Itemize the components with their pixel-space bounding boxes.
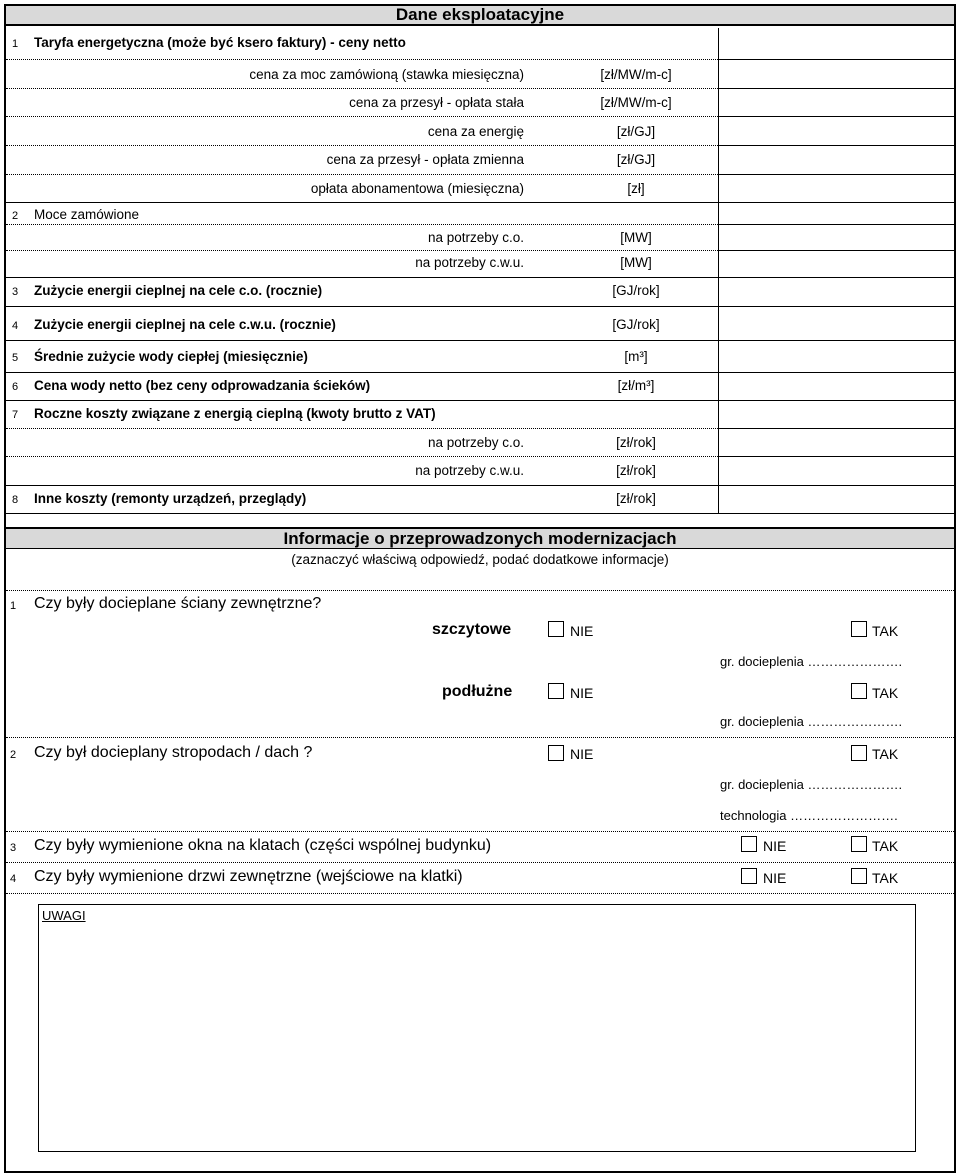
row-number: 3 xyxy=(12,286,19,298)
row-sublabel: na potrzeby c.o. xyxy=(427,435,524,450)
row-unit: [GJ/rok] xyxy=(612,283,660,298)
row-unit: [zł/rok] xyxy=(616,463,656,478)
option-label: NIE xyxy=(570,746,594,762)
row-unit: [zł/rok] xyxy=(616,435,656,450)
option-label: TAK xyxy=(872,746,899,762)
row-number: 1 xyxy=(12,38,19,50)
row-label: Średnie zużycie wody ciepłej (miesięcznie) xyxy=(34,349,308,364)
option-label: TAK xyxy=(872,838,899,854)
row-unit: [GJ/rok] xyxy=(612,317,660,332)
value-cell[interactable] xyxy=(718,372,954,400)
checkbox-nie[interactable] xyxy=(741,836,757,852)
row-sublabel: cena za moc zamówioną (stawka miesięczna) xyxy=(249,67,524,82)
row-number: 6 xyxy=(12,381,19,393)
value-cell[interactable] xyxy=(718,428,954,456)
option-label: NIE xyxy=(570,623,594,639)
value-cell[interactable] xyxy=(718,277,954,305)
row-unit: [MW] xyxy=(620,255,652,270)
row-unit: [m³] xyxy=(624,349,648,364)
option-label: TAK xyxy=(872,623,899,639)
value-cell[interactable] xyxy=(718,174,954,202)
value-cell[interactable] xyxy=(718,400,954,428)
row-unit: [zł/GJ] xyxy=(616,124,656,139)
value-cell[interactable] xyxy=(718,456,954,484)
checkbox-nie[interactable] xyxy=(548,621,564,637)
row-sublabel: na potrzeby c.w.u. xyxy=(415,463,524,478)
row-sublabel: cena za przesył - opłata stała xyxy=(349,95,524,110)
row-unit: [zł/MW/m-c] xyxy=(600,95,672,110)
checkbox-nie[interactable] xyxy=(548,683,564,699)
option-label: TAK xyxy=(872,685,899,701)
checkbox-nie[interactable] xyxy=(741,868,757,884)
row-unit: [zł/MW/m-c] xyxy=(600,67,672,82)
section-header-modernizacje: Informacje o przeprowadzonych modernizacjach xyxy=(6,527,954,549)
question-number: 2 xyxy=(10,749,17,761)
value-cell[interactable] xyxy=(718,224,954,252)
row-unit: [zł] xyxy=(627,181,645,196)
row-number: 7 xyxy=(12,409,19,421)
question-number: 1 xyxy=(10,600,17,612)
insulation-thickness-field[interactable]: gr. docieplenia …………………. xyxy=(720,777,903,792)
row-sublabel: cena za przesył - opłata zmienna xyxy=(326,152,524,167)
value-cell[interactable] xyxy=(718,59,954,87)
question-text: Czy były wymienione okna na klatach (części wspólnej budynku) xyxy=(34,837,492,854)
option-label: NIE xyxy=(763,870,787,886)
section-header-dane: Dane eksploatacyjne xyxy=(4,4,956,26)
value-cell[interactable] xyxy=(718,116,954,144)
wall-type-label: szczytowe xyxy=(432,621,512,638)
remarks-box[interactable] xyxy=(38,904,916,1152)
value-cell[interactable] xyxy=(718,485,954,513)
row-sublabel: opłata abonamentowa (miesięczna) xyxy=(310,181,524,196)
row-number: 4 xyxy=(12,320,19,332)
row-label: Taryfa energetyczna (może być ksero faktury) - ceny netto xyxy=(34,35,406,50)
question-text: Czy były wymienione drzwi zewnętrzne (wejściowe na klatki) xyxy=(34,868,463,885)
row-sublabel: cena za energię xyxy=(427,124,524,139)
row-label: Inne koszty (remonty urządzeń, przeglądy) xyxy=(34,491,307,506)
row-sublabel: na potrzeby c.w.u. xyxy=(415,255,524,270)
value-cell[interactable] xyxy=(718,88,954,116)
row-number: 8 xyxy=(12,494,19,506)
row-label: Zużycie energii cieplnej na cele c.o. (rocznie) xyxy=(34,283,323,298)
checkbox-tak[interactable] xyxy=(851,745,867,761)
question-number: 3 xyxy=(10,842,17,854)
row-label: Roczne koszty związane z energią cieplną (kwoty brutto z VAT) xyxy=(34,406,436,421)
row-unit: [zł/GJ] xyxy=(616,152,656,167)
option-label: TAK xyxy=(872,870,899,886)
checkbox-tak[interactable] xyxy=(851,868,867,884)
row-label: Moce zamówione xyxy=(34,207,140,222)
value-cell[interactable] xyxy=(718,306,954,334)
row-unit: [MW] xyxy=(620,230,652,245)
option-label: NIE xyxy=(763,838,787,854)
checkbox-tak[interactable] xyxy=(851,621,867,637)
insulation-thickness-field[interactable]: gr. docieplenia …………………. xyxy=(720,654,903,669)
question-number: 4 xyxy=(10,873,17,885)
insulation-thickness-field[interactable]: gr. docieplenia …………………. xyxy=(720,714,903,729)
question-text: Czy był docieplany stropodach / dach ? xyxy=(34,744,313,761)
row-unit: [zł/rok] xyxy=(616,491,656,506)
checkbox-tak[interactable] xyxy=(851,683,867,699)
question-text: Czy były docieplane ściany zewnętrzne? xyxy=(34,595,322,612)
row-number: 2 xyxy=(12,210,19,222)
checkbox-tak[interactable] xyxy=(851,836,867,852)
value-cell[interactable] xyxy=(718,250,954,278)
row-unit: [zł/m³] xyxy=(617,378,655,393)
row-label: Zużycie energii cieplnej na cele c.w.u. (rocznie) xyxy=(34,317,336,332)
section-note: (zaznaczyć właściwą odpowiedź, podać dodatkowe informacje) xyxy=(291,552,669,567)
row-sublabel: na potrzeby c.o. xyxy=(427,230,524,245)
value-cell[interactable] xyxy=(718,340,954,368)
wall-type-label: podłużne xyxy=(442,683,513,700)
option-label: NIE xyxy=(570,685,594,701)
row-label: Cena wody netto (bez ceny odprowadzania ścieków) xyxy=(34,378,371,393)
checkbox-nie[interactable] xyxy=(548,745,564,761)
value-cell[interactable] xyxy=(718,145,954,173)
remarks-label: UWAGI xyxy=(42,908,86,923)
row-number: 5 xyxy=(12,352,19,364)
technology-field[interactable]: technologia ……………………. xyxy=(720,808,898,823)
